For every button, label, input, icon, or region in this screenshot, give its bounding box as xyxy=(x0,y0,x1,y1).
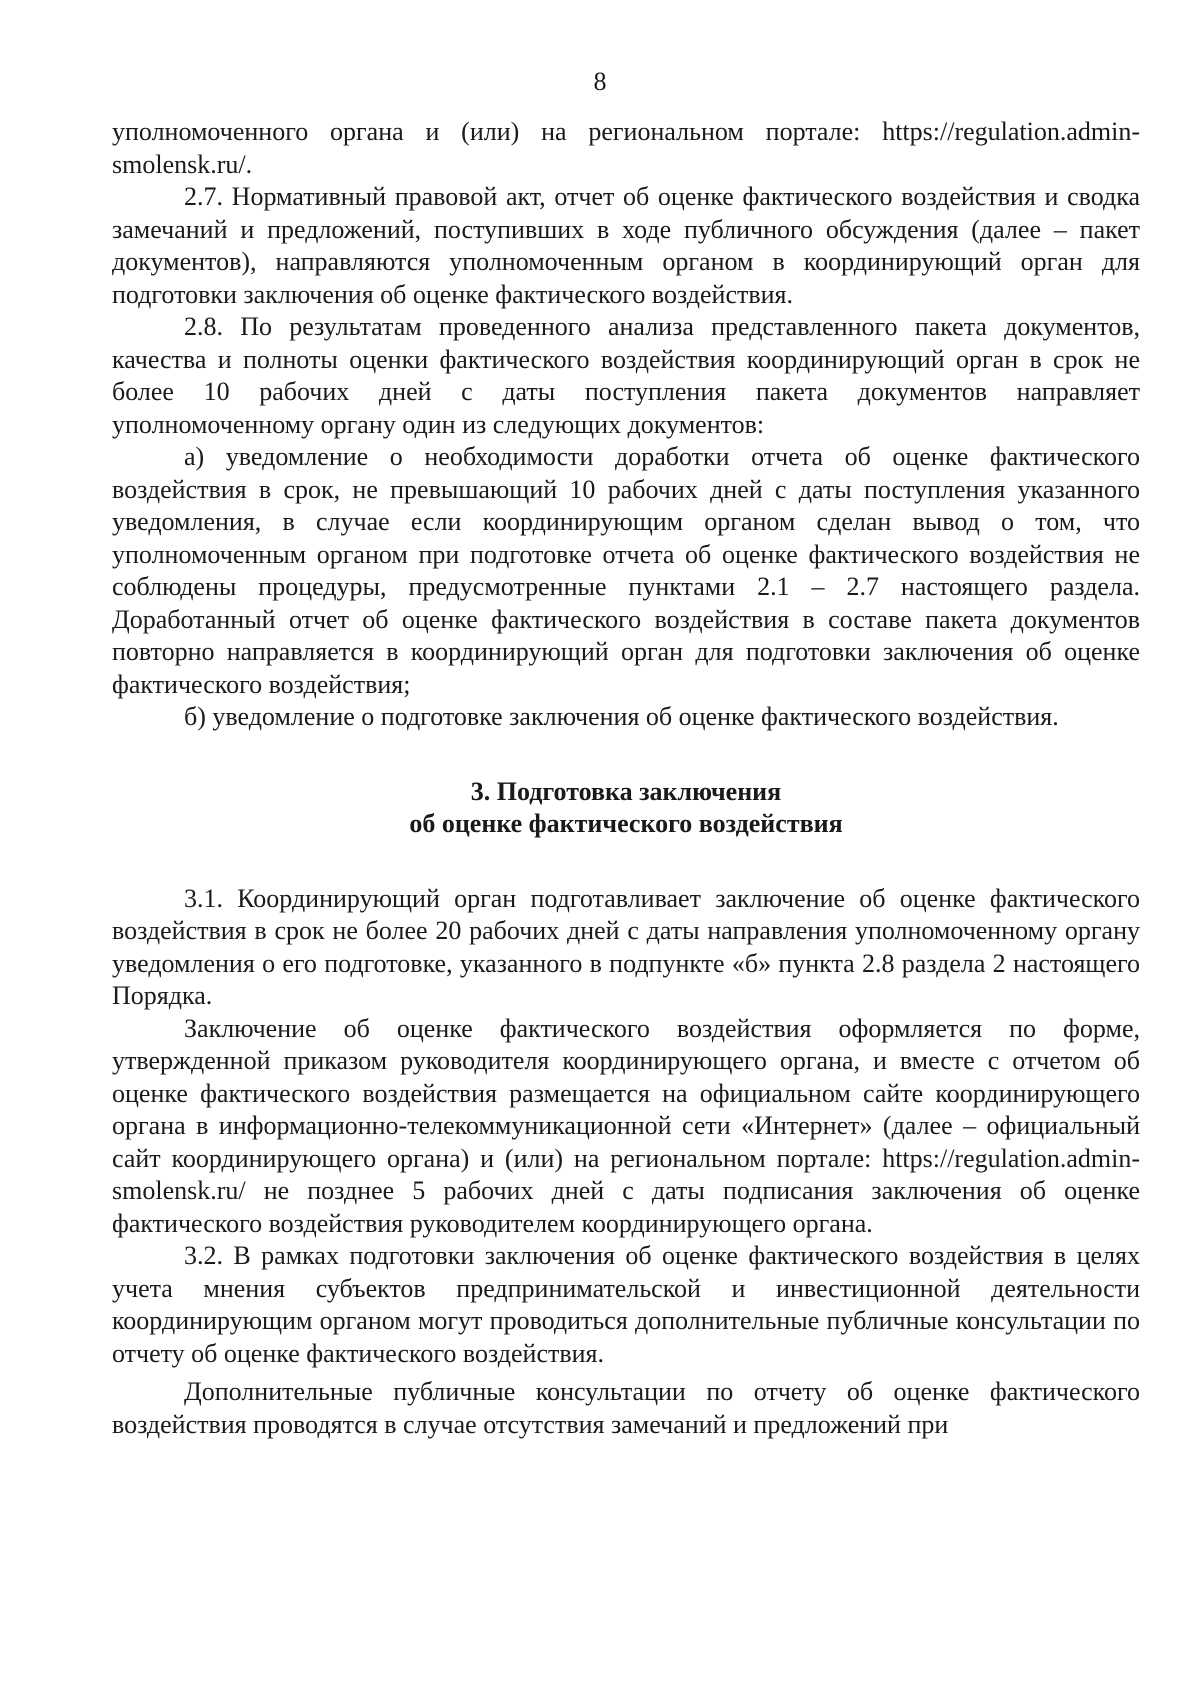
section-3-heading-line1: 3. Подготовка заключения xyxy=(470,776,782,806)
paragraph-2-8: 2.8. По результатам проведенного анализа представленного пакета документов, качества и полноты оценки фактического воздействия координирующий орган в срок не более 10 рабочих дней с даты поступления пакета документов направляет уполномоченному органу один из следующих документов: xyxy=(112,312,1140,439)
paragraph-3-2: 3.2. В рамках подготовки заключения об оценке фактического воздействия в целях учета мнения субъектов предпринимательской и инвестиционной деятельности координирующим органом могут проводиться дополнительные публичные консультации по отчету об оценке фактического воздействия. xyxy=(112,1241,1140,1368)
section-3-heading-line2: об оценке фактического воздействия xyxy=(409,809,843,838)
paragraph-continuation: уполномоченного органа и (или) на региональном портале: https://regulation.admin-smolensk.ru/. xyxy=(112,117,1140,179)
paragraph-2-8-a: а) уведомление о необходимости доработки отчета об оценке фактического воздействия в срок, не превышающий 10 рабочих дней с даты поступления указанного уведомления, в случае если координирующим органом сделан вывод о том, что уполномоченным органом при подготовке отчета об оценке фактического воздействия не соблюдены процедуры, предусмотренные пунктами 2.1 – 2.7 настоящего раздела. Доработанный отчет об оценке фактического воздействия в составе пакета документов повторно направляется в координирующий орган для подготовки заключения об оценке фактического воздействия; xyxy=(112,442,1140,699)
section-3-heading xyxy=(112,776,1140,841)
paragraph-2-7: 2.7. Нормативный правовой акт, отчет об оценке фактического воздействия и сводка замечаний и предложений, поступивших в ходе публичного обсуждения (далее – пакет документов), направляются уполномоченным органом в координирующий орган для подготовки заключения об оценке фактического воздействия. xyxy=(112,182,1140,309)
paragraph-2-8-b: б) уведомление о подготовке заключения об оценке фактического воздействия. xyxy=(184,702,1059,731)
paragraph-3-2-additional: Дополнительные публичные консультации по отчету об оценке фактического воздействия проводятся в случае отсутствия замечаний и предложений при xyxy=(112,1377,1140,1439)
paragraph-3-1: 3.1. Координирующий орган подготавливает заключение об оценке фактического воздействия в срок не более 20 рабочих дней с даты направления уполномоченному органу уведомления о его подготовке, указанного в подпункте «б» пункта 2.8 раздела 2 настоящего Порядка. xyxy=(112,883,1140,1010)
paragraph-3-1-publication: Заключение об оценке фактического воздействия оформляется по форме, утвержденной приказом руководителя координирующего органа, и вместе с отчетом об оценке фактического воздействия размещается на официальном сайте координирующего органа в информационно-телекоммуникационной сети «Интернет» (далее – официальный сайт координирующего органа) и (или) на региональном портале: https://regulation.admin-smolensk.ru/ не позднее 5 рабочих дней с даты подписания заключения об оценке фактического воздействия руководителем координирующего органа. xyxy=(112,1013,1140,1238)
document-body xyxy=(112,116,1140,1441)
page-number: 8 xyxy=(593,67,607,96)
